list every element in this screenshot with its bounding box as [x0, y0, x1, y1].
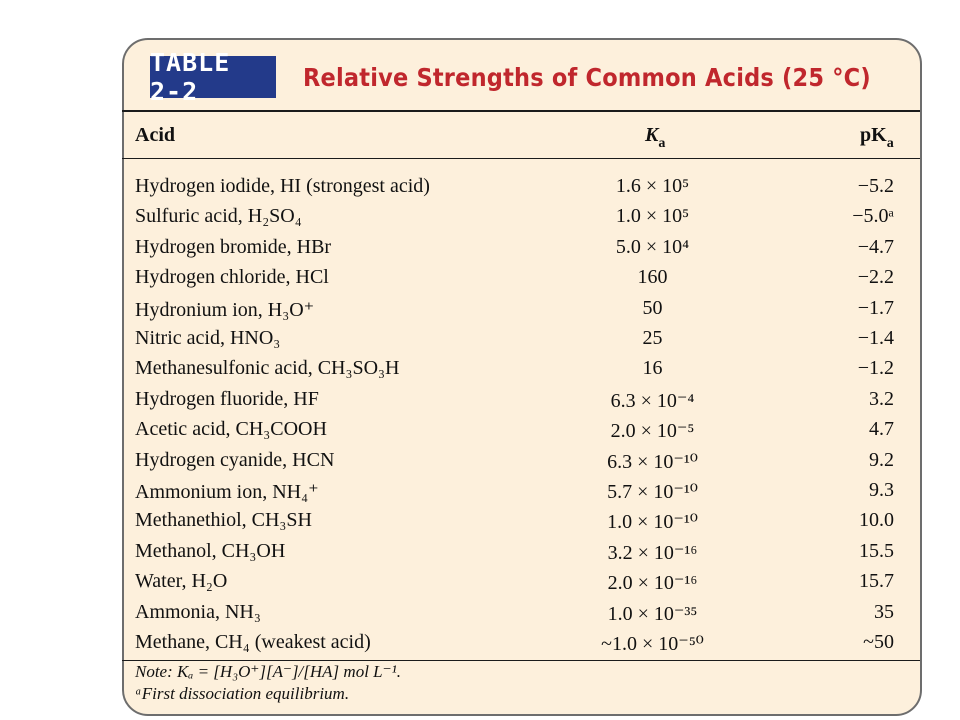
- acid-name-cell: Hydrogen bromide, HBr: [135, 235, 332, 258]
- ka-value-cell: ~1.0 × 10⁻⁵⁰: [601, 633, 704, 655]
- acid-name-cell: Water, H₂O: [135, 570, 228, 593]
- column-header-ka: [645, 124, 665, 152]
- ka-value-cell: 16: [642, 357, 663, 380]
- acid-name-cell: Hydronium ion, H₃O⁺: [135, 298, 315, 321]
- acid-name-cell: Methanesulfonic acid, CH₃SO₃H: [135, 357, 400, 380]
- pka-value-cell: −4.7: [857, 235, 894, 258]
- table-row: [0, 631, 960, 661]
- pka-value-cell: −1.7: [857, 296, 894, 319]
- table-footnote: ᵃFirst dissociation equilibrium.: [135, 684, 350, 703]
- pka-value-cell: −1.4: [857, 327, 894, 349]
- table-row: [0, 479, 960, 509]
- table-row: [0, 266, 960, 296]
- acid-name-cell: Ammonia, NH₃: [135, 600, 261, 623]
- ka-value-cell: 2.0 × 10⁻⁵: [610, 420, 695, 443]
- table-row: [0, 570, 960, 600]
- column-header-acid: Acid: [135, 124, 175, 146]
- acid-name-cell: Methanethiol, CH₃SH: [135, 509, 312, 532]
- pka-value-cell: −2.2: [857, 266, 894, 289]
- table-note: Note: Kₐ = [H₃O⁺][A⁻]/[HA] mol L⁻¹.: [135, 662, 401, 681]
- pka-value-cell: 9.3: [869, 479, 894, 501]
- pka-value-cell: 4.7: [869, 418, 894, 441]
- ka-value-cell: 6.3 × 10⁻⁴: [610, 389, 695, 412]
- acid-name-cell: Hydrogen chloride, HCl: [135, 266, 329, 289]
- table-row: [0, 388, 960, 418]
- acid-name-cell: Hydrogen cyanide, HCN: [135, 448, 335, 471]
- acid-name-cell: Sulfuric acid, H₂SO₄: [135, 205, 302, 228]
- pka-value-cell: −5.0ᵃ: [852, 205, 894, 228]
- table-row: [0, 540, 960, 570]
- ka-value-cell: 3.2 × 10⁻¹⁶: [607, 541, 698, 564]
- ka-value-cell: 5.0 × 10⁴: [615, 235, 690, 258]
- ka-value-cell: 1.6 × 10⁵: [615, 175, 690, 197]
- table-row: [0, 297, 960, 327]
- header-top-rule: [122, 110, 920, 112]
- ka-value-cell: 6.3 × 10⁻¹⁰: [607, 450, 698, 473]
- column-header-pka: [860, 124, 894, 152]
- table-row: [0, 418, 960, 448]
- table-row: [0, 236, 960, 266]
- pka-value-cell: 15.7: [859, 570, 894, 593]
- table-row: [0, 509, 960, 539]
- pka-value-cell: 15.5: [859, 539, 894, 562]
- pka-subscript: a: [886, 136, 894, 151]
- ka-value-cell: 2.0 × 10⁻¹⁶: [607, 572, 698, 595]
- pka-value-cell: −1.2: [857, 357, 894, 380]
- pka-value-cell: 9.2: [869, 448, 894, 471]
- pka-value-cell: 35: [874, 600, 894, 623]
- table-row: [0, 601, 960, 631]
- ka-value-cell: 25: [642, 327, 663, 349]
- table-title: Relative Strengths of Common Acids (25 °C): [303, 62, 871, 92]
- acid-name-cell: Acetic acid, CH₃COOH: [135, 418, 327, 441]
- ka-subscript: a: [658, 136, 666, 151]
- pka-value-cell: −5.2: [857, 175, 894, 197]
- table-bottom-rule: [122, 660, 920, 661]
- table-row: [0, 357, 960, 387]
- table-row: [0, 327, 960, 357]
- acid-name-cell: Methane, CH₄ (weakest acid): [135, 631, 371, 653]
- header-bottom-rule: [122, 158, 920, 159]
- pka-value-cell: 10.0: [859, 509, 894, 532]
- ka-value-cell: 1.0 × 10⁻¹⁰: [607, 511, 698, 534]
- ka-value-cell: 1.0 × 10⁻³⁵: [607, 602, 698, 625]
- acid-name-cell: Ammonium ion, NH₄⁺: [135, 481, 319, 503]
- acid-name-cell: Methanol, CH₃OH: [135, 539, 286, 562]
- table-label-badge: TABLE 2-2: [150, 56, 276, 98]
- pka-value-cell: ~50: [863, 631, 894, 653]
- acid-name-cell: Hydrogen iodide, HI (strongest acid): [135, 175, 430, 197]
- table-row: [0, 449, 960, 479]
- ka-value-cell: 160: [637, 266, 668, 289]
- ka-value-cell: 50: [642, 296, 663, 319]
- table-row: [0, 205, 960, 235]
- pka-symbol: pK: [860, 124, 887, 146]
- ka-value-cell: 5.7 × 10⁻¹⁰: [607, 481, 698, 503]
- ka-symbol: K: [645, 124, 659, 146]
- ka-value-cell: 1.0 × 10⁵: [615, 205, 690, 228]
- table-row: [0, 175, 960, 205]
- acid-name-cell: Nitric acid, HNO₃: [135, 327, 281, 349]
- acid-name-cell: Hydrogen fluoride, HF: [135, 387, 319, 410]
- pka-value-cell: 3.2: [869, 387, 894, 410]
